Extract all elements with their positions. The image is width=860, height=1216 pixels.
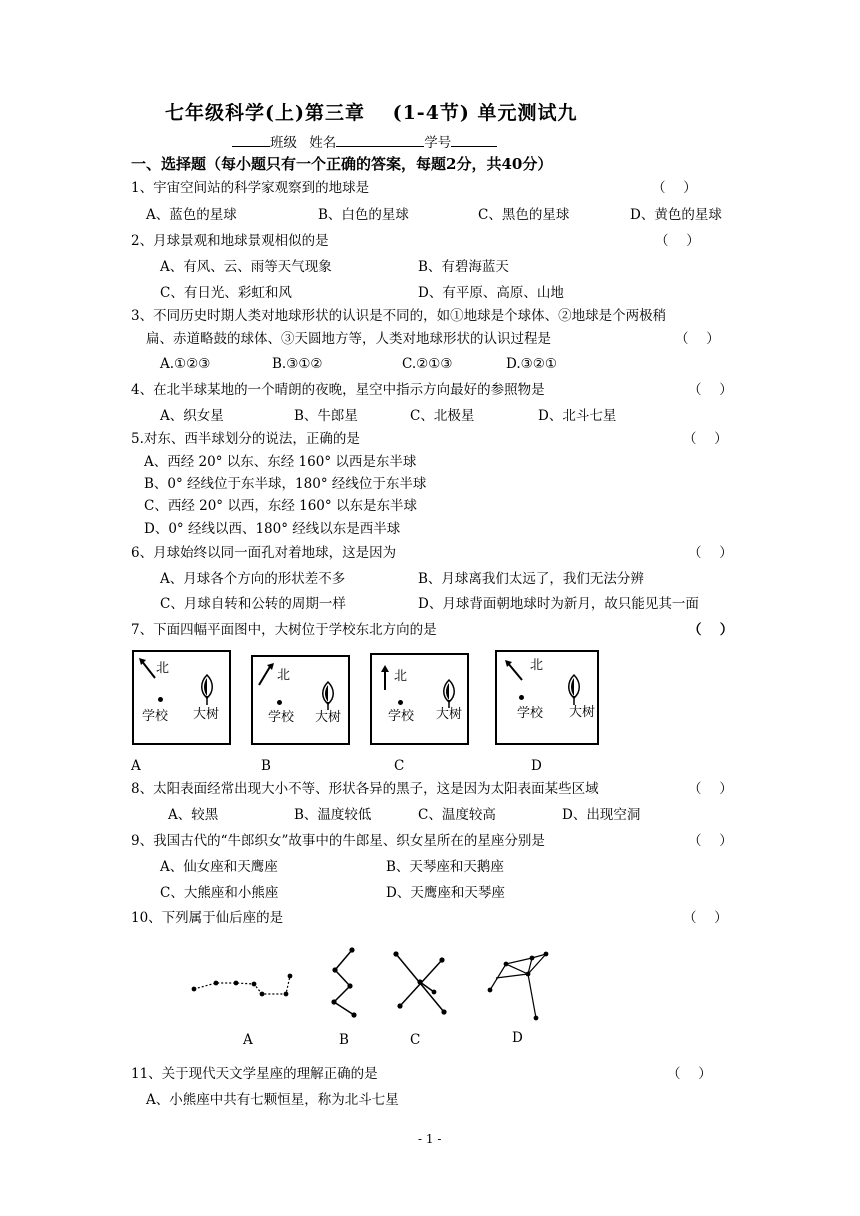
north-arrow-icon <box>256 663 276 687</box>
q2-option-b: B、有碧海蓝天 <box>418 259 509 275</box>
school-label: 学校 <box>142 709 169 724</box>
q8-option-d: D、出现空洞 <box>562 807 641 823</box>
q9-option-d: D、天鹰座和天琴座 <box>386 885 505 901</box>
tree-label: 大树 <box>569 705 596 720</box>
q8-answer-paren[interactable]: （ ） <box>688 781 733 797</box>
tree-label: 大树 <box>193 707 220 722</box>
q4-option-b: B、牛郎星 <box>294 408 358 424</box>
school-dot <box>519 695 524 700</box>
class-blank[interactable] <box>232 134 270 147</box>
constellation-d <box>490 954 546 1018</box>
q6-option-a: A、月球各个方向的形状差不多 <box>160 571 346 587</box>
q7-map-c <box>370 653 469 745</box>
q4-option-d: D、北斗七星 <box>538 408 617 424</box>
q10-stem: 10、下列属于仙后座的是 <box>131 910 284 926</box>
q3-option-a: A.①②③ <box>160 356 211 372</box>
number-blank[interactable] <box>451 134 497 147</box>
q5-option-b: B、0° 经线位于东半球，180° 经线位于东半球 <box>144 476 427 492</box>
number-label: 学号 <box>424 135 452 151</box>
tree-icon <box>321 681 335 711</box>
section-heading: 一、选择题（每小题只有一个正确的答案，每题2分，共40分） <box>131 155 553 173</box>
q4-answer-paren[interactable]: （ ） <box>688 382 733 398</box>
q3-stem: 3、不同历史时期人类对地球形状的认识是不同的，如①地球是个球体、②地球是个两极稍 <box>131 308 667 324</box>
q3-stem-continued: 扁、赤道略鼓的球体、③天圆地方等，人类对地球形状的认识过程是 <box>146 331 551 347</box>
constellation-figure <box>180 936 580 1031</box>
q10-label-a: A <box>243 1032 253 1048</box>
q6-option-d: D、月球背面朝地球时为新月，故只能见其一面 <box>418 596 699 612</box>
q1-option-d: D、黄色的星球 <box>630 207 722 223</box>
q7-map-d-letter: D <box>531 758 542 774</box>
q7-map-d <box>495 650 599 745</box>
q3-option-b: B.③①② <box>272 356 323 372</box>
q10-label-d: D <box>512 1030 523 1046</box>
q9-option-c: C、大熊座和小熊座 <box>160 885 279 901</box>
constellation-a <box>194 976 290 994</box>
q10-label-b: B <box>339 1032 349 1048</box>
q6-answer-paren[interactable]: （ ） <box>688 545 733 561</box>
q7-map-c-letter: C <box>394 758 405 774</box>
q11-stem: 11、关于现代天文学星座的理解正确的是 <box>131 1066 378 1082</box>
q2-answer-paren[interactable]: （ ） <box>655 233 700 249</box>
north-label: 北 <box>530 658 544 673</box>
school-label: 学校 <box>268 710 295 725</box>
q1-stem: 1、宇宙空间站的科学家观察到的地球是 <box>131 180 370 196</box>
q4-option-c: C、北极星 <box>410 408 475 424</box>
q11-option-a: A、小熊座中共有七颗恒星，称为北斗七星 <box>146 1092 399 1108</box>
q7-map-a-letter: A <box>131 758 141 774</box>
q1-option-b: B、白色的星球 <box>318 207 409 223</box>
q7-map-a <box>132 650 231 745</box>
q7-map-b-letter: B <box>261 758 271 774</box>
q2-stem: 2、月球景观和地球景观相似的是 <box>131 233 329 249</box>
q1-option-c: C、黑色的星球 <box>478 207 570 223</box>
q6-option-c: C、月球自转和公转的周期一样 <box>160 596 346 612</box>
page-title: 七年级科学(上)第三章 (1-4节) 单元测试九 <box>165 102 578 124</box>
school-label: 学校 <box>388 709 415 724</box>
q2-option-c: C、有日光、彩虹和风 <box>160 285 292 301</box>
q4-option-a: A、织女星 <box>160 408 224 424</box>
student-info <box>232 134 497 151</box>
q3-option-c: C.②①③ <box>402 356 453 372</box>
q7-map-b <box>251 655 350 745</box>
north-arrow-icon <box>380 665 390 691</box>
tree-label: 大树 <box>436 707 463 722</box>
north-label: 北 <box>394 669 408 684</box>
q6-stem: 6、月球始终以同一面孔对着地球，这是因为 <box>131 545 397 561</box>
q2-option-d: D、有平原、高原、山地 <box>418 285 564 301</box>
q5-answer-paren[interactable]: （ ） <box>683 431 728 447</box>
q3-answer-paren[interactable]: （ ） <box>675 331 720 347</box>
school-label: 学校 <box>517 706 544 721</box>
q10-answer-paren[interactable]: （ ） <box>683 910 728 926</box>
tree-icon <box>200 674 214 706</box>
school-dot <box>398 700 403 705</box>
school-dot <box>277 700 282 705</box>
q4-stem: 4、在北半球某地的一个晴朗的夜晚，星空中指示方向最好的参照物是 <box>131 382 545 398</box>
page-number: - 1 - <box>418 1132 442 1146</box>
constellation-b <box>334 950 354 1015</box>
q9-stem: 9、我国古代的“牛郎织女”故事中的牛郎星、织女星所在的星座分别是 <box>131 833 545 849</box>
q8-option-c: C、温度较高 <box>418 807 496 823</box>
class-label: 班级 <box>270 135 297 151</box>
name-blank[interactable] <box>336 134 424 147</box>
q5-stem: 5.对东、西半球划分的说法，正确的是 <box>131 431 360 447</box>
tree-icon <box>442 679 456 709</box>
q5-option-c: C、西经 20° 以西，东经 160° 以东是东半球 <box>144 498 417 514</box>
north-arrow-icon <box>505 660 525 682</box>
q8-stem: 8、太阳表面经常出现大小不等、形状各异的黑子，这是因为太阳表面某些区域 <box>131 781 599 797</box>
q2-option-a: A、有风、云、雨等天气现象 <box>160 259 332 275</box>
q6-option-b: B、月球离我们太远了，我们无法分辨 <box>418 571 644 587</box>
north-label: 北 <box>277 668 291 683</box>
q3-option-d: D.③②① <box>506 356 557 372</box>
q5-option-a: A、西经 20° 以东、东经 160° 以西是东半球 <box>144 454 417 470</box>
q7-stem: 7、下面四幅平面图中，大树位于学校东北方向的是 <box>131 622 437 638</box>
q11-answer-paren[interactable]: （ ） <box>667 1066 712 1082</box>
q1-option-a: A、蓝色的星球 <box>146 207 237 223</box>
school-dot <box>158 697 163 702</box>
north-label: 北 <box>156 661 170 676</box>
q7-answer-paren[interactable]: （ ） <box>688 622 734 638</box>
q9-option-b: B、天琴座和天鹅座 <box>386 859 504 875</box>
name-label: 姓名 <box>309 135 337 151</box>
q8-option-a: A、较黑 <box>168 807 219 823</box>
q9-option-a: A、仙女座和天鹰座 <box>160 859 278 875</box>
q10-label-c: C <box>410 1032 421 1048</box>
q8-option-b: B、温度较低 <box>294 807 372 823</box>
tree-label: 大树 <box>315 710 342 725</box>
q1-answer-paren[interactable]: （ ） <box>652 180 697 196</box>
q9-answer-paren[interactable]: （ ） <box>688 833 733 849</box>
tree-icon <box>567 674 581 706</box>
q5-option-d: D、0° 经线以西、180° 经线以东是西半球 <box>144 521 401 537</box>
